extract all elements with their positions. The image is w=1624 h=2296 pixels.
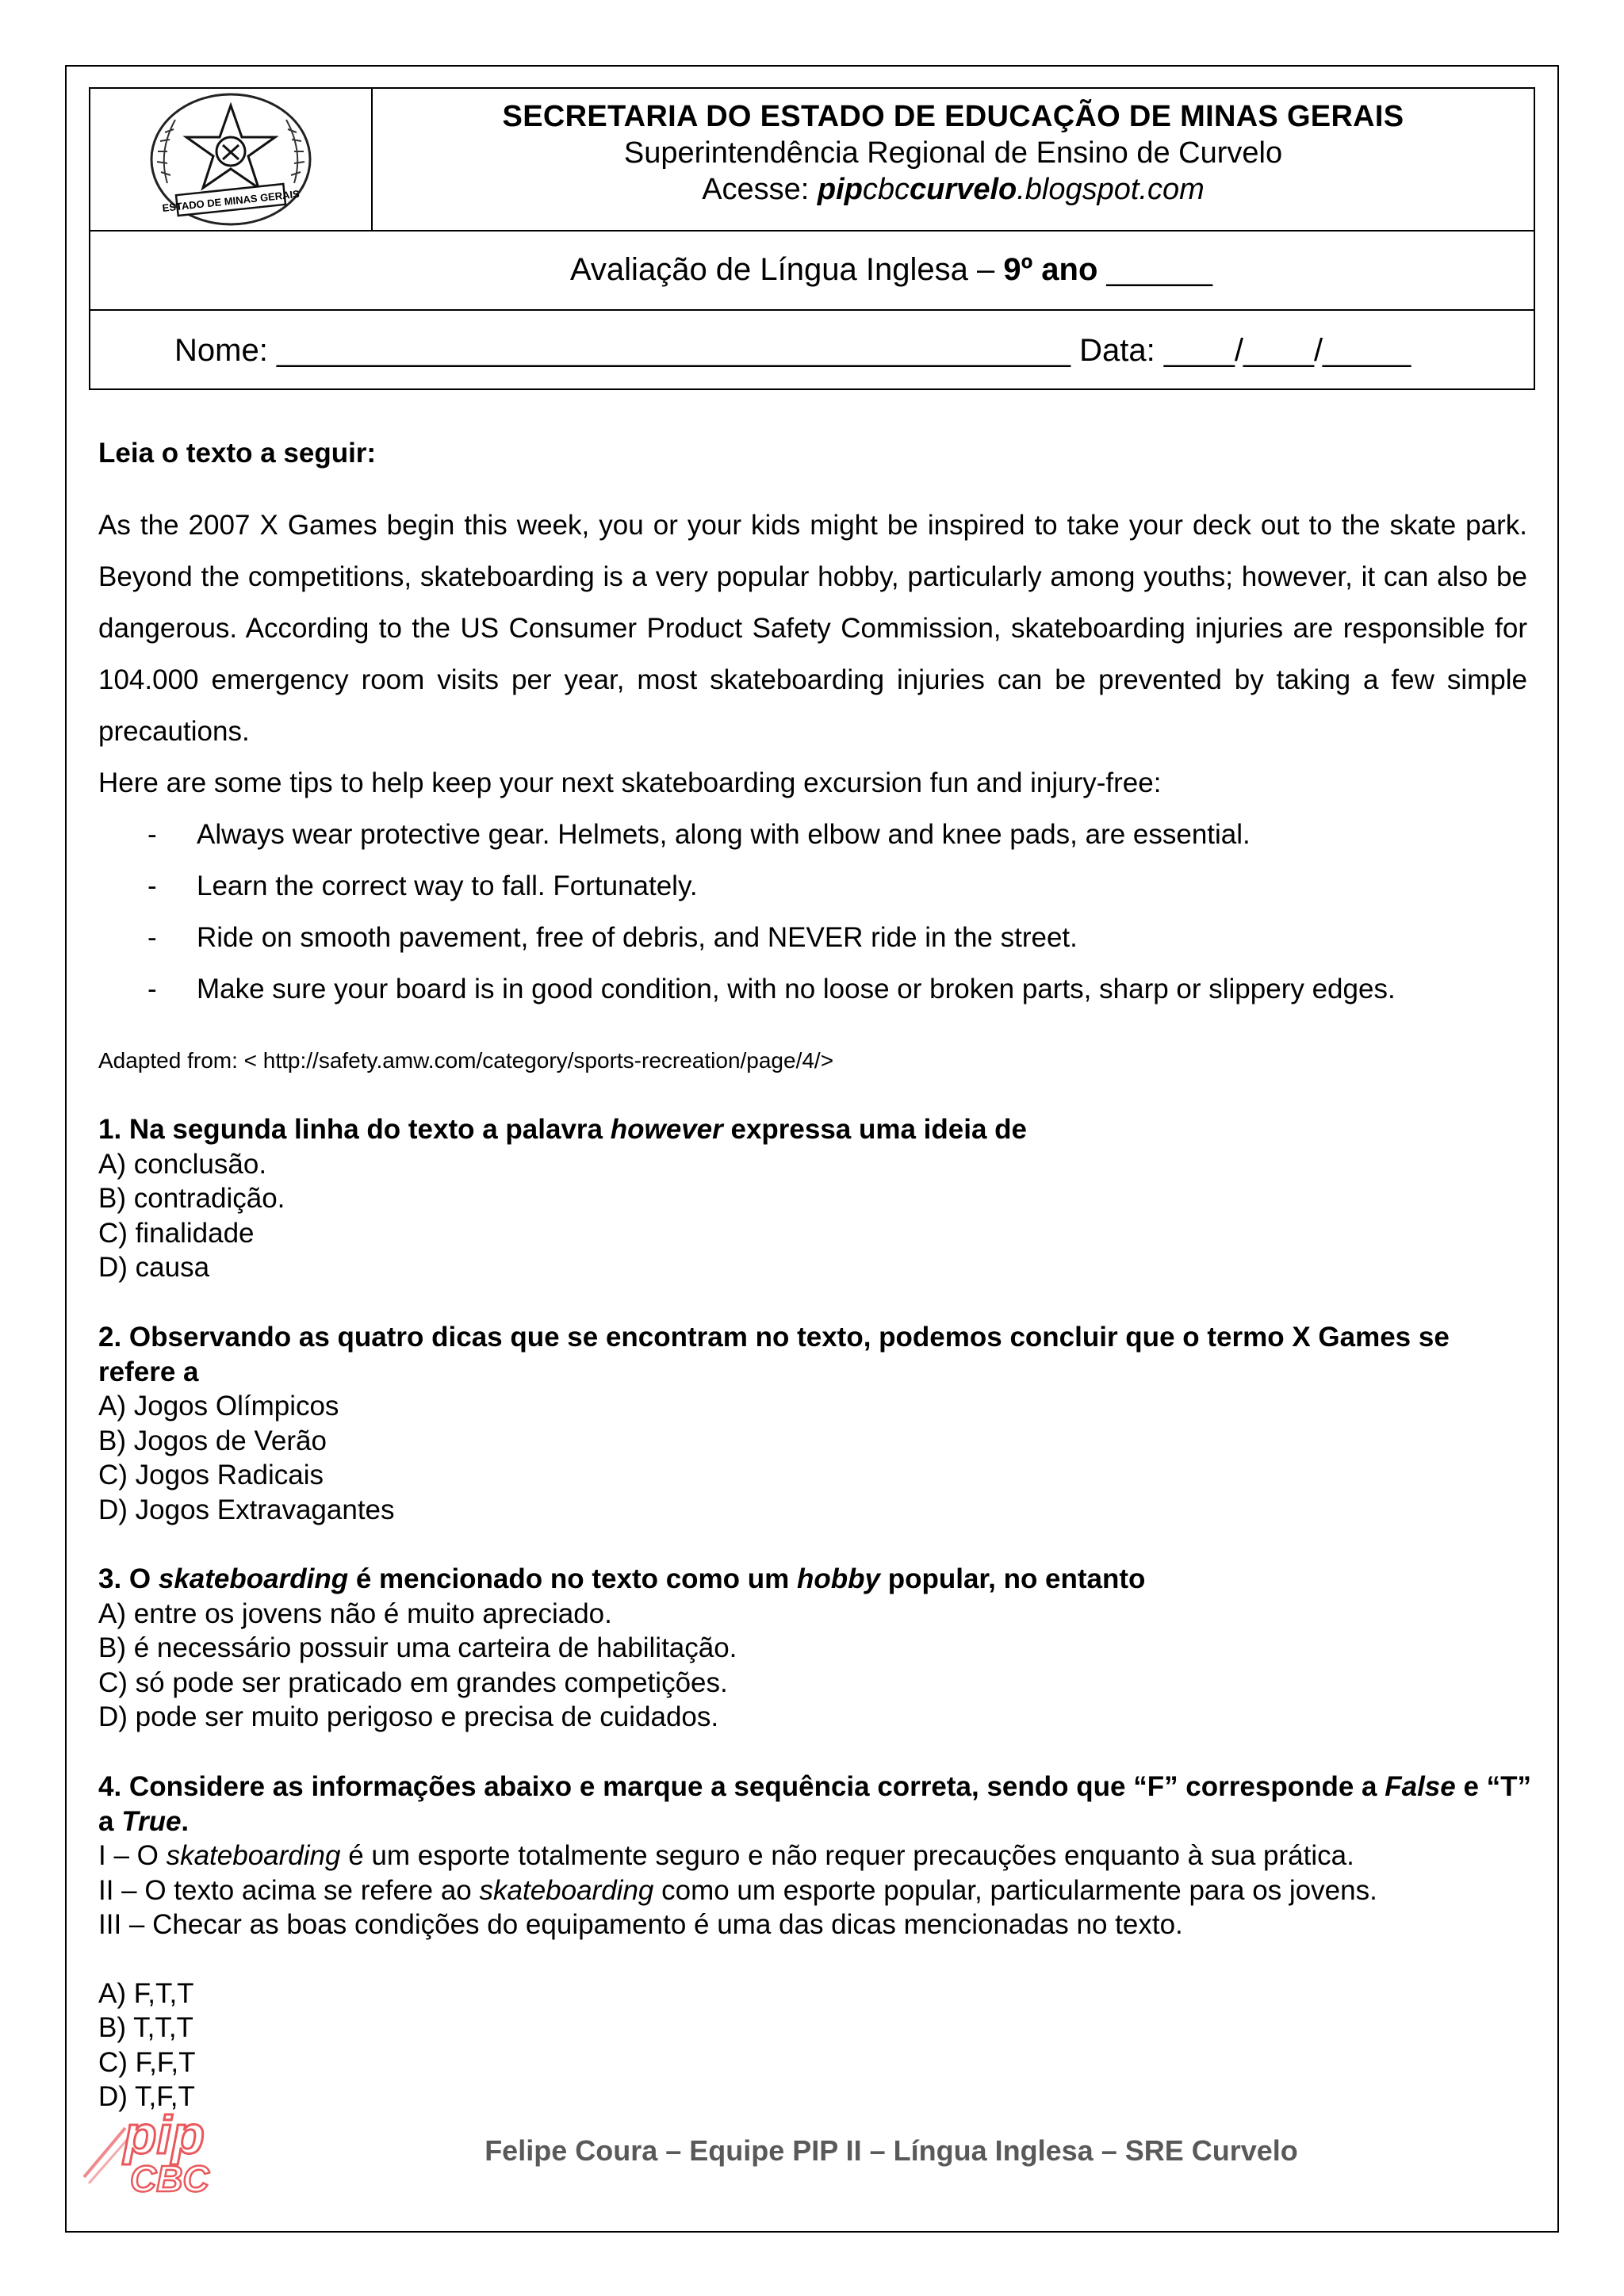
date-label: Data: — [1071, 333, 1164, 368]
access-domain: .blogspot.com — [1017, 173, 1205, 206]
answer-option[interactable]: B) Jogos de Verão — [98, 1425, 327, 1456]
passage-paragraph: Here are some tips to help keep your next skateboarding excursion fun and injury-free: — [98, 767, 1162, 798]
question-text-part: popular, no entanto — [880, 1563, 1146, 1594]
question-3 — [98, 1562, 1534, 1735]
statement-emphasis: skateboarding — [166, 1840, 341, 1871]
passage-paragraph: As the 2007 X Games begin this week, you or your kids might be inspired to take your deck out to the skate park. Beyond the competitions, skateboarding is a very popular hobby, particularly among youths; however, it can also be dangerous. According to the US Consumer Product Safety Commission, skateboarding injuries are responsible for 104.000 emergency room visits per year, most skateboarding injuries can be prevented by taking a few simple precautions. — [98, 510, 1527, 747]
answer-option[interactable]: D) T,F,T — [98, 2081, 195, 2112]
list-item — [98, 860, 1526, 912]
question-text-emphasis: skateboarding — [158, 1563, 349, 1594]
evaluation-grade: 9º ano — [1003, 252, 1098, 287]
question-2 — [98, 1320, 1534, 1527]
question-text-emphasis: False — [1385, 1771, 1456, 1802]
state-seal-icon — [144, 88, 318, 231]
logo-text-cbc: CBC — [130, 2158, 209, 2198]
evaluation-blank: ______ — [1097, 252, 1213, 287]
answer-option[interactable]: A) F,T,T — [98, 1977, 194, 2009]
date-field[interactable]: ____/____/_____ — [1163, 333, 1411, 368]
name-field[interactable]: _____________________________________________ — [276, 333, 1071, 368]
statement-part: II – O texto acima se refere ao — [98, 1874, 480, 1906]
answer-option[interactable]: D) causa — [98, 1252, 210, 1283]
document-title: SECRETARIA DO ESTADO DE EDUCAÇÃO DE MINAS GERAIS — [502, 100, 1404, 133]
question-text-part: 4. Considere as informações abaixo e marque a sequência correta, sendo que “F” corresponde a — [98, 1771, 1385, 1802]
question-4 — [98, 1770, 1534, 2114]
tip-text: Always wear protective gear. Helmets, along with elbow and knee pads, are essential. — [197, 819, 1251, 850]
header-table — [89, 87, 1535, 390]
bullet-dash: - — [147, 871, 157, 901]
evaluation-row — [90, 230, 1534, 309]
answer-option[interactable]: C) finalidade — [98, 1217, 255, 1249]
list-item — [98, 809, 1526, 860]
footer-credit — [0, 2134, 1624, 2168]
logo-text-pip: pip — [124, 2105, 205, 2165]
title-cell — [373, 89, 1534, 230]
statement-part: é um esporte totalmente seguro e não requer precauções enquanto à sua prática. — [340, 1840, 1354, 1871]
statement-part: I – O — [98, 1840, 167, 1871]
evaluation-label: Avaliação de Língua Inglesa – — [569, 252, 1004, 287]
question-text-part: é mencionado no texto como um — [348, 1563, 798, 1594]
question-text-emphasis: hobby — [797, 1563, 880, 1594]
access-label: Acesse: — [702, 173, 818, 206]
question-text-emphasis: however — [610, 1114, 723, 1145]
question-text-part: 1. Na segunda linha do texto a palavra — [98, 1114, 611, 1145]
access-curvelo: curvelo — [910, 173, 1017, 206]
tips-list — [98, 809, 1526, 1015]
logo-cell — [90, 89, 373, 230]
question-text-emphasis: True — [121, 1805, 182, 1837]
tip-text: Learn the correct way to fall. Fortunately. — [197, 871, 698, 901]
answer-option[interactable]: B) T,T,T — [98, 2012, 193, 2043]
answer-option[interactable]: B) contradição. — [98, 1183, 285, 1214]
list-item — [98, 912, 1526, 963]
spacer — [98, 1942, 1534, 1976]
student-info-row — [90, 309, 1534, 388]
question-text: 2. Observando as quatro dicas que se encontram no texto, podemos concluir que o termo X Games se refere a — [98, 1322, 1450, 1387]
question-text-part: e “T” a — [98, 1771, 1532, 1837]
answer-option[interactable]: C) Jogos Radicais — [98, 1460, 324, 1490]
document-subtitle: Superintendência Regional de Ensino de Curvelo — [623, 136, 1283, 170]
list-item — [98, 963, 1526, 1015]
access-line — [373, 173, 1534, 207]
question-text-part: 3. O — [98, 1563, 159, 1594]
tip-text: Ride on smooth pavement, free of debris, and NEVER ride in the street. — [197, 922, 1078, 953]
statement-emphasis: skateboarding — [479, 1874, 654, 1906]
question-1 — [98, 1112, 1534, 1285]
statement-part: como um esporte popular, particularmente para os jovens. — [653, 1874, 1377, 1906]
access-pip: pip — [817, 173, 863, 206]
answer-option[interactable]: C) F,F,T — [98, 2046, 196, 2078]
bullet-dash: - — [147, 974, 157, 1004]
access-cbc: cbc — [862, 173, 910, 206]
question-text — [98, 1770, 1534, 1839]
bullet-dash: - — [147, 922, 157, 953]
answer-option[interactable]: B) é necessário possuir uma carteira de habilitação. — [98, 1632, 737, 1663]
footer-text: Felipe Coura – Equipe PIP II – Língua Inglesa – SRE Curvelo — [485, 2134, 1298, 2167]
answer-option[interactable]: A) entre os jovens não é muito apreciado. — [98, 1598, 612, 1629]
statement — [98, 1839, 1534, 1873]
answer-option[interactable]: A) conclusão. — [98, 1148, 267, 1180]
answer-option[interactable]: D) Jogos Extravagantes — [98, 1494, 395, 1525]
question-text — [98, 1562, 1534, 1597]
statement — [98, 1873, 1534, 1908]
reading-passage — [98, 499, 1527, 809]
question-text-part: expressa uma ideia de — [722, 1114, 1028, 1145]
reading-instruction: Leia o texto a seguir: — [98, 438, 377, 469]
tip-text: Make sure your board is in good condition, with no loose or broken parts, sharp or slippery edges. — [197, 974, 1396, 1004]
source-citation: Adapted from: < http://safety.amw.com/category/sports-recreation/page/4/> — [98, 1048, 834, 1073]
answer-option[interactable]: A) Jogos Olímpicos — [98, 1391, 339, 1422]
question-text-part: . — [181, 1805, 190, 1837]
seal-text: ESTADO DE MINAS GERAIS — [161, 187, 301, 215]
answer-option[interactable]: D) pode ser muito perigoso e precisa de cuidados. — [98, 1701, 719, 1732]
answer-option[interactable]: C) só pode ser praticado em grandes competições. — [98, 1667, 728, 1698]
name-label: Nome: — [174, 333, 277, 368]
question-text — [98, 1112, 1534, 1147]
bullet-dash: - — [147, 819, 157, 850]
statement: III – Checar as boas condições do equipamento é uma das dicas mencionadas no texto. — [98, 1909, 1183, 1940]
